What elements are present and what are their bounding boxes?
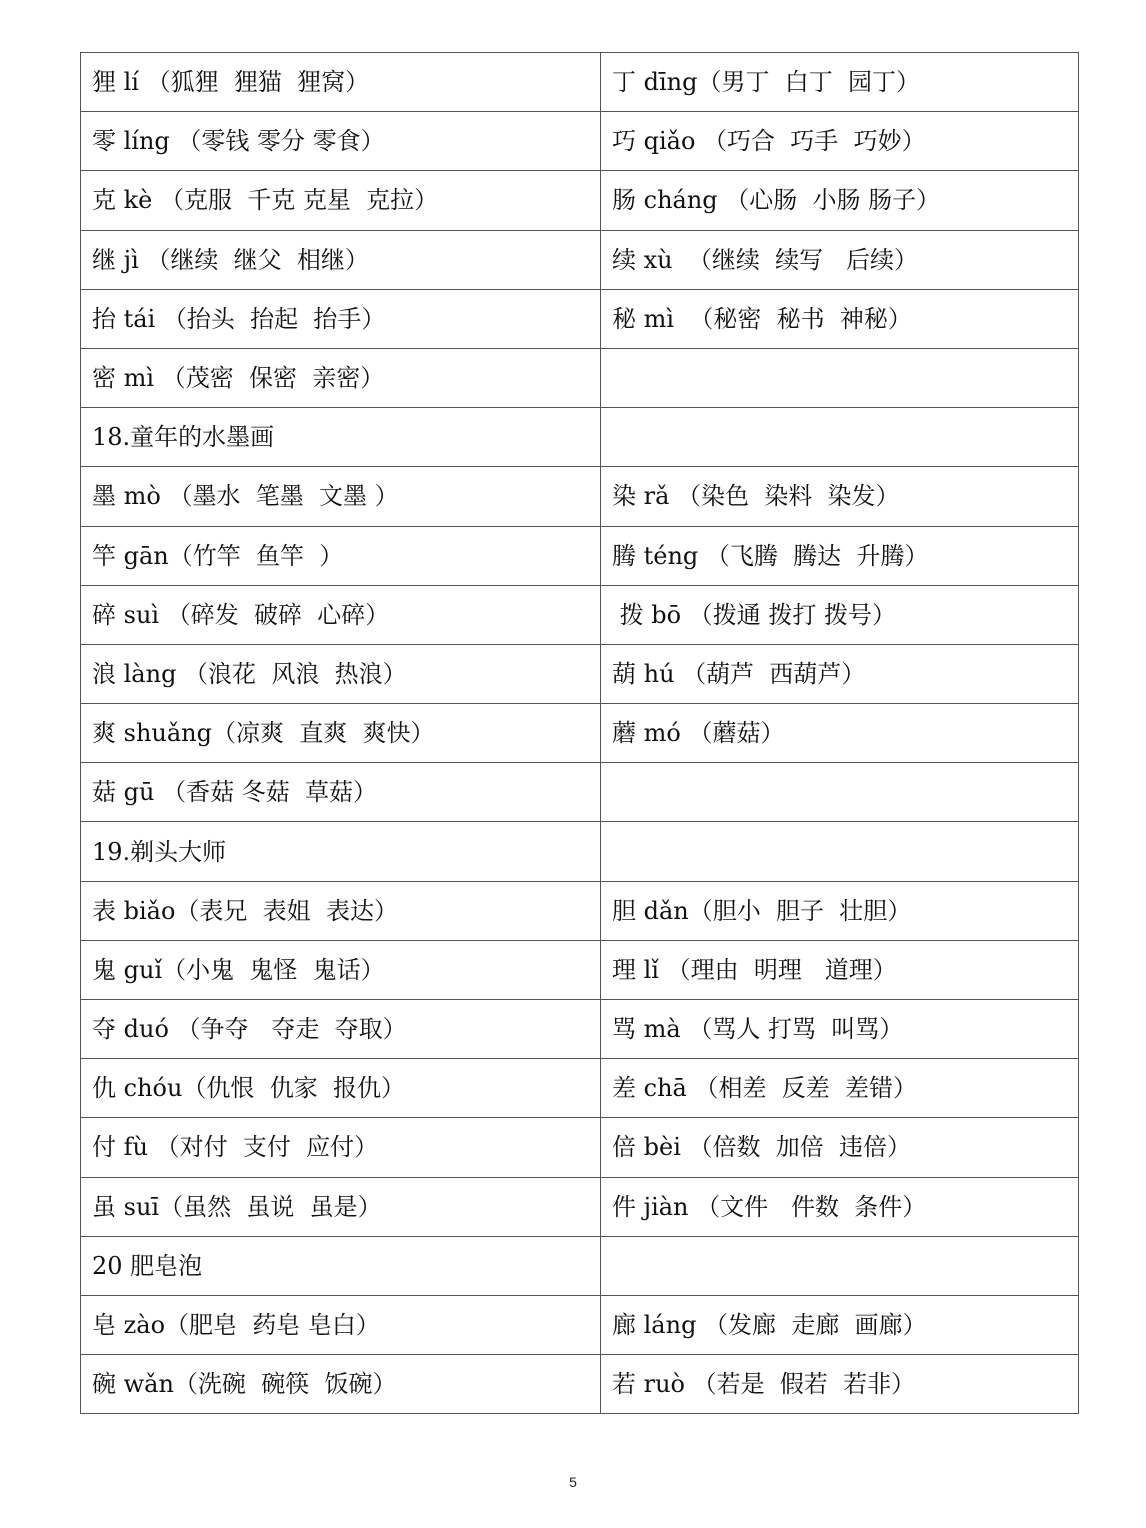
table-row [81, 1295, 1079, 1354]
table-cell-right: 葫 hú （葫芦 西葫芦） [601, 644, 1079, 703]
table-row [81, 53, 1079, 112]
table-cell-left: 抬 tái （抬头 抬起 抬手） [81, 289, 601, 348]
table-cell-right: 骂 mà （骂人 打骂 叫骂） [601, 1000, 1079, 1059]
table-cell-left: 零 líng （零钱 零分 零食） [81, 112, 601, 171]
table-row [81, 585, 1079, 644]
table-cell-left: 20 肥皂泡 [81, 1236, 601, 1295]
table-row [81, 348, 1079, 407]
table-cell-left: 密 mì （茂密 保密 亲密） [81, 348, 601, 407]
table-row [81, 940, 1079, 999]
table-row [81, 1355, 1079, 1414]
table-cell-left: 克 kè （克服 千克 克星 克拉） [81, 171, 601, 230]
table-cell-left: 皂 zào（肥皂 药皂 皂白） [81, 1295, 601, 1354]
table-cell-right: 拨 bō （拨通 拨打 拨号） [601, 585, 1079, 644]
table-cell-right: 巧 qiǎo （巧合 巧手 巧妙） [601, 112, 1079, 171]
table-row [81, 289, 1079, 348]
table-cell-right [601, 1236, 1079, 1295]
table-row [81, 408, 1079, 467]
table-row [81, 704, 1079, 763]
table-row [81, 1059, 1079, 1118]
table-cell-right: 肠 cháng （心肠 小肠 肠子） [601, 171, 1079, 230]
table-cell-right: 秘 mì （秘密 秘书 神秘） [601, 289, 1079, 348]
table-cell-right: 丁 dīng（男丁 白丁 园丁） [601, 53, 1079, 112]
table-cell-left: 19.剃头大师 [81, 822, 601, 881]
table-row [81, 881, 1079, 940]
table-row [81, 644, 1079, 703]
table-cell-left: 墨 mò （墨水 笔墨 文墨 ） [81, 467, 601, 526]
table-cell-right [601, 408, 1079, 467]
table-row [81, 467, 1079, 526]
table-cell-left: 仇 chóu（仇恨 仇家 报仇） [81, 1059, 601, 1118]
table-row [81, 1177, 1079, 1236]
table-row [81, 230, 1079, 289]
table-row [81, 763, 1079, 822]
table-cell-left: 碗 wǎn（洗碗 碗筷 饭碗） [81, 1355, 601, 1414]
table-row [81, 171, 1079, 230]
table-cell-left: 爽 shuǎng（凉爽 直爽 爽快） [81, 704, 601, 763]
table-cell-right [601, 763, 1079, 822]
table-cell-left: 狸 lí （狐狸 狸猫 狸窝） [81, 53, 601, 112]
table-cell-left: 鬼 guǐ（小鬼 鬼怪 鬼话） [81, 940, 601, 999]
table-cell-left: 菇 gū （香菇 冬菇 草菇） [81, 763, 601, 822]
table-row [81, 526, 1079, 585]
table-cell-left: 继 jì （继续 继父 相继） [81, 230, 601, 289]
table-cell-right: 廊 láng （发廊 走廊 画廊） [601, 1295, 1079, 1354]
table-cell-right [601, 348, 1079, 407]
table-cell-right: 续 xù （继续 续写 后续） [601, 230, 1079, 289]
table-cell-right: 件 jiàn （文件 件数 条件） [601, 1177, 1079, 1236]
table-cell-right: 理 lǐ （理由 明理 道理） [601, 940, 1079, 999]
table-row [81, 1000, 1079, 1059]
table-cell-right: 腾 téng （飞腾 腾达 升腾） [601, 526, 1079, 585]
table-cell-left: 付 fù （对付 支付 应付） [81, 1118, 601, 1177]
table-cell-right: 胆 dǎn（胆小 胆子 壮胆） [601, 881, 1079, 940]
table-cell-right [601, 822, 1079, 881]
table-cell-right: 若 ruò （若是 假若 若非） [601, 1355, 1079, 1414]
table-cell-left: 碎 suì （碎发 破碎 心碎） [81, 585, 601, 644]
table-cell-left: 表 biǎo（表兄 表姐 表达） [81, 881, 601, 940]
table-cell-right: 差 chā （相差 反差 差错） [601, 1059, 1079, 1118]
table-row [81, 1236, 1079, 1295]
table-row [81, 1118, 1079, 1177]
vocabulary-table [80, 52, 1079, 1414]
table-row [81, 112, 1079, 171]
table-cell-left: 18.童年的水墨画 [81, 408, 601, 467]
table-cell-left: 夺 duó （争夺 夺走 夺取） [81, 1000, 601, 1059]
table-cell-left: 虽 suī（虽然 虽说 虽是） [81, 1177, 601, 1236]
table-cell-right: 染 rǎ （染色 染料 染发） [601, 467, 1079, 526]
page-number: 5 [569, 1474, 577, 1490]
table-cell-right: 倍 bèi （倍数 加倍 违倍） [601, 1118, 1079, 1177]
vocabulary-table-body [81, 53, 1079, 1414]
table-cell-left: 浪 làng （浪花 风浪 热浪） [81, 644, 601, 703]
table-cell-right: 蘑 mó （蘑菇） [601, 704, 1079, 763]
table-row [81, 822, 1079, 881]
table-cell-left: 竿 gān（竹竿 鱼竿 ） [81, 526, 601, 585]
